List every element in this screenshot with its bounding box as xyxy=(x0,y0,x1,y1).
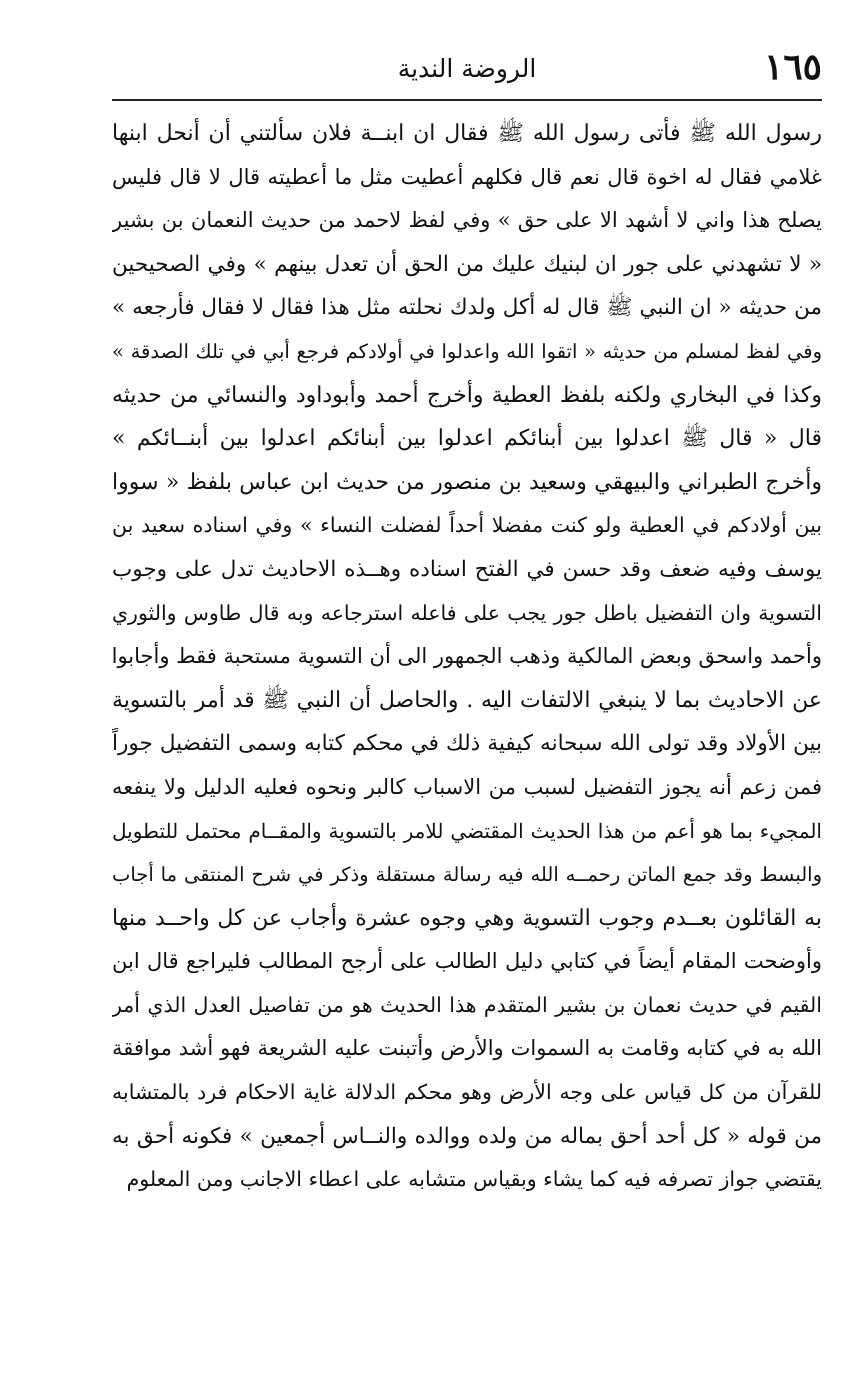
text-line: يوسف وفيه ضعف وقد حسن في الفتح اسناده وهــذه الاحاديث تدل على وجوب xyxy=(112,556,822,582)
text-line: فمن زعم أنه يجوز التفضيل لسبب من الاسباب كالبر ونحوه فعليه الدليل ولا ينفعه xyxy=(112,774,822,799)
text-line: قال « قال ﷺ اعدلوا بين أبنائكم اعدلوا بين أبنائكم اعدلوا بين أبنــائكم » xyxy=(112,426,822,452)
page-header xyxy=(112,40,822,100)
text-line: غلامي فقال له اخوة قال نعم قال فكلهم أعطيت مثل ما أعطيته قال لا قال فليس xyxy=(112,164,822,189)
text-line: وأحمد واسحق وبعض المالكية وذهب الجمهور الى أن التسوية مستحبة فقط وأجابوا xyxy=(112,644,822,669)
text-line: المجيء بما هو أعم من هذا الحديث المقتضي للامر بالتسوية والمقــام محتمل للتطويل xyxy=(112,818,822,843)
text-line: بين أولادكم في العطية ولو كنت مفضلا أحداً لفضلت النساء » وفي اسناده سعيد بن xyxy=(112,513,822,538)
text-line: والبسط وقد جمع الماتن رحمــه الله فيه رسالة مستقلة وذكر في شرح المنتقى ما أجاب xyxy=(112,863,822,887)
text-line: التسوية وان التفضيل باطل جور يجب على فاعله استرجاعه وبه قال طاوس والثوري xyxy=(112,600,822,625)
page-number: ١٦٥ xyxy=(763,46,822,88)
body-text xyxy=(112,112,822,1202)
header-rule xyxy=(112,99,822,101)
text-line: من حديثه « ان النبي ﷺ قال له أكل ولدك نحلته مثل هذا فقال لا فقال فأرجعه » xyxy=(112,295,822,321)
text-line: عن الاحاديث بما لا ينبغي الالتفات اليه . والحاصل أن النبي ﷺ قد أمر بالتسوية xyxy=(112,687,822,713)
text-line: وفي لفظ لمسلم من حديثه « اتقوا الله واعدلوا في أولادكم فرجع أبي في تلك الصدقة » xyxy=(112,339,822,363)
text-line: وأخرج الطبراني والبيهقي وسعيد بن منصور من حديث ابن عباس بلفظ « سووا xyxy=(112,469,822,495)
running-title: الروضة الندية xyxy=(397,54,537,83)
text-line: وكذا في البخاري ولكنه بلفظ العطية وأخرج أحمد وأبوداود والنسائي من حديثه xyxy=(112,382,822,408)
text-line: يقتضي جواز تصرفه فيه كما يشاء وبقياس متشابه على اعطاء الاجانب ومن المعلوم xyxy=(126,1167,822,1192)
text-line: رسول الله ﷺ فأتى رسول الله ﷺ فقال ان ابنــة فلان سألتني أن أنحل ابنها xyxy=(112,121,822,146)
text-line: به القائلون بعــدم وجوب التسوية وهي وجوه عشرة وأجاب عن كل واحــد منها xyxy=(112,905,822,931)
text-line: يصلح هذا واني لا أشهد الا على حق » وفي لفظ لاحمد من حديث النعمان بن بشير xyxy=(112,208,822,233)
text-line: للقرآن من كل قياس على وجه الأرض وهو محكم الدلالة غاية الاحكام فرد بالمتشابه xyxy=(112,1080,822,1105)
text-line: « لا تشهدني على جور ان لبنيك عليك من الحق أن تعدل بينهم » وفي الصحيحين xyxy=(112,251,822,277)
text-line: بين الأولاد وقد تولى الله سبحانه كيفية ذلك في محكم كتابه وسمى التفضيل جوراً xyxy=(112,731,822,757)
text-line: القيم في حديث نعمان بن بشير المتقدم هذا الحديث هو من تفاصيل العدل الذي أمر xyxy=(112,992,822,1017)
text-line: وأوضحت المقام أيضاً في كتابي دليل الطالب على أرجح المطالب فليراجع قال ابن xyxy=(112,949,822,974)
text-line: من قوله « كل أحد أحق بماله من ولده ووالده والنــاس أجمعين » فكونه أحق به xyxy=(112,1123,822,1149)
text-line: الله به في كتابه وقامت به السموات والأرض وأتبنت عليه الشريعة فهو أشد موافقة xyxy=(112,1036,822,1061)
